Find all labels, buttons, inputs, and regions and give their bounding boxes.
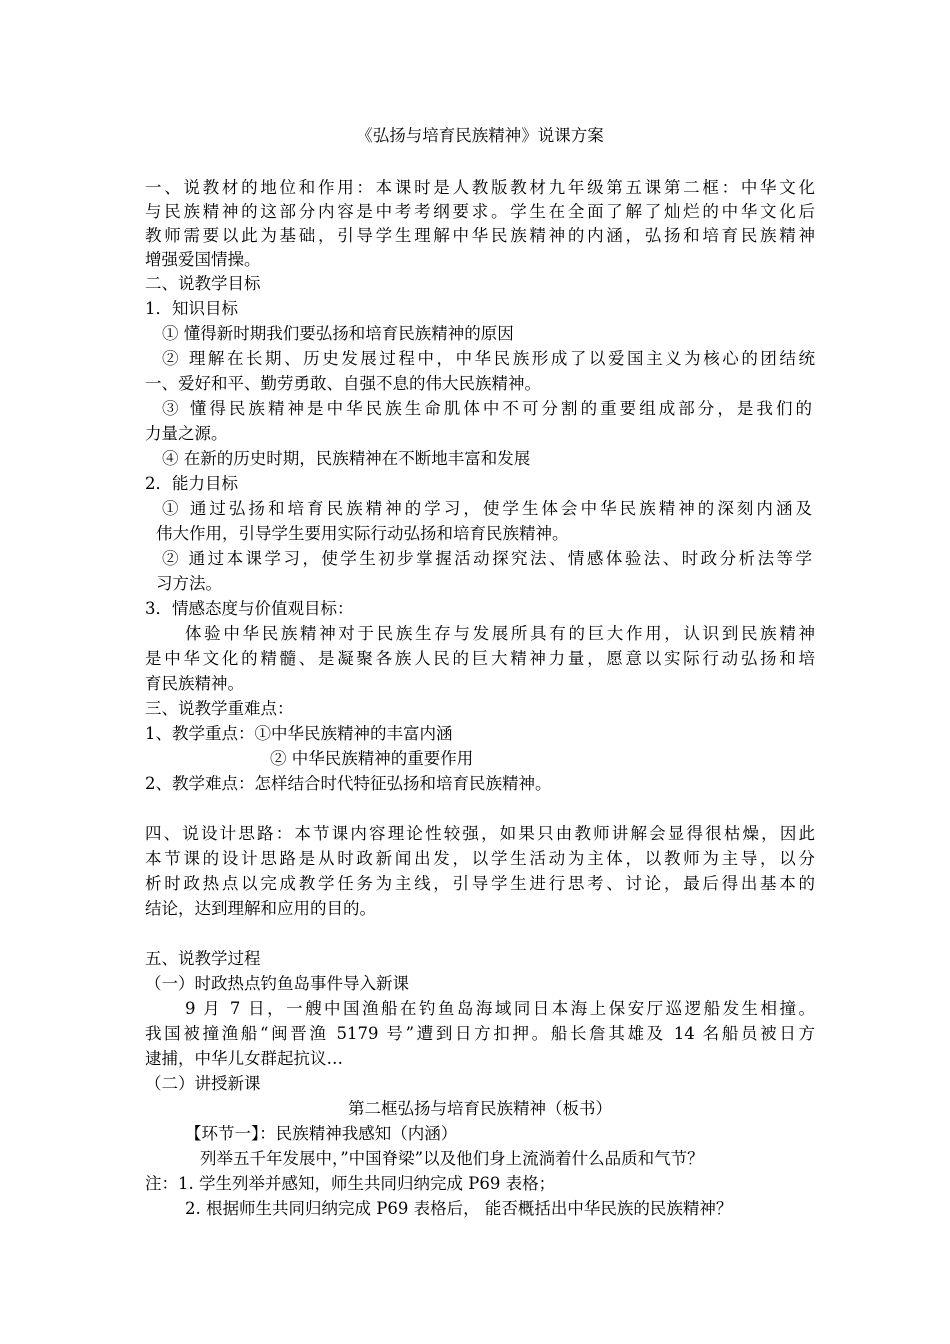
list-item: ① 懂得新时期我们要弘扬和培育民族精神的原因 xyxy=(162,324,514,343)
list-item: ③ 懂得民族精神是中华民族生命肌体中不可分割的重要组成部分，是我们的 xyxy=(162,399,812,418)
subsection-heading: 1．知识目标 xyxy=(145,299,238,318)
note-line: 注：1. 学生列举并感知，师生共同归纳完成 P69 表格； xyxy=(145,1174,556,1193)
paragraph-line: 体验中华民族精神对于民族生存与发展所具有的巨大作用，认识到民族精神 xyxy=(185,624,815,643)
paragraph-line: 本节课的设计思路是从时政新闻出发，以学生活动为主体，以教师为主导，以分 xyxy=(145,849,815,868)
section-heading: 三、说教学重难点： xyxy=(145,699,294,718)
subsection-heading: 2．能力目标 xyxy=(145,474,238,493)
list-item: ② 通过本课学习，使学生初步掌握活动探究法、情感体验法、时政分析法等学 xyxy=(162,549,812,568)
paragraph-line: 逮捕，中华儿女群起抗议… xyxy=(145,1049,343,1068)
paragraph-line: 增强爱国情操。 xyxy=(145,250,261,269)
paragraph-line: 育民族精神。 xyxy=(145,674,244,693)
key-point: 1、教学重点：①中华民族精神的丰富内涵 xyxy=(145,724,453,743)
paragraph-line: 9 月 7 日，一艘中国渔船在钓鱼岛海域同日本海上保安厅巡逻船发生相撞。 xyxy=(185,999,815,1018)
paragraph-line: 与民族精神的这部分内容是中考考纲要求。学生在全面了解了灿烂的中华文化后 xyxy=(145,202,815,221)
step-heading: 【环节一】：民族精神我感知（内涵） xyxy=(185,1124,458,1143)
paragraph-line: 一、说教材的地位和作用：本课时是人教版教材九年级第五课第二框：中华文化 xyxy=(145,178,815,197)
list-item: ① 通过弘扬和培育民族精神的学习，使学生体会中华民族精神的深刻内涵及 xyxy=(162,499,812,518)
board-title: 第二框弘扬与培育民族精神（板书） xyxy=(348,1099,612,1118)
list-item: ② 理解在长期、历史发展过程中，中华民族形成了以爱国主义为核心的团结统 xyxy=(162,349,815,368)
paragraph-line: 列举五千年发展中，”中国脊梁”以及他们身上流淌着什么品质和气节？ xyxy=(200,1149,704,1168)
difficult-point: 2、教学难点：怎样结合时代特征弘扬和培育民族精神。 xyxy=(145,774,552,793)
list-item-continuation: 一、爱好和平、勤劳勇敢、自强不息的伟大民族精神。 xyxy=(145,374,541,393)
list-item-continuation: 力量之源。 xyxy=(145,424,228,443)
paragraph-line: 析时政热点以完成教学任务为主线，引导学生进行思考、讨论，最后得出基本的 xyxy=(145,874,815,893)
subsection-heading: （二）讲授新课 xyxy=(145,1074,261,1093)
paragraph-line: 四、说设计思路：本节课内容理论性较强，如果只由教师讲解会显得很枯燥，因此 xyxy=(145,824,815,843)
note-line: 2. 根据师生共同归纳完成 P69 表格后， 能否概括出中华民族的民族精神？ xyxy=(185,1199,733,1218)
list-item-continuation: 伟大作用，引导学生要用实际行动弘扬和培育民族精神。 xyxy=(156,524,569,543)
subsection-heading: （一）时政热点钓鱼岛事件导入新课 xyxy=(145,974,409,993)
paragraph-line: 我国被撞渔船“闽晋渔 5179 号”遭到日方扣押。船长詹其雄及 14 名船员被日方 xyxy=(145,1024,815,1043)
paragraph-line: 是中华文化的精髓、是凝聚各族人民的巨大精神力量，愿意以实际行动弘扬和培 xyxy=(145,649,815,668)
key-point: ② 中华民族精神的重要作用 xyxy=(270,749,474,768)
paragraph-line: 教师需要以此为基础，引导学生理解中华民族精神的内涵，弘扬和培育民族精神 xyxy=(145,226,815,245)
list-item-continuation: 习方法。 xyxy=(156,574,222,593)
list-item: ④ 在新的历史时期，民族精神在不断地丰富和发展 xyxy=(162,449,531,468)
section-heading: 五、说教学过程 xyxy=(145,949,261,968)
subsection-heading: 3．情感态度与价值观目标： xyxy=(145,599,354,618)
paragraph-line: 结论，达到理解和应用的目的。 xyxy=(145,899,376,918)
document-title: 《弘扬与培育民族精神》说课方案 xyxy=(356,126,604,145)
section-heading: 二、说教学目标 xyxy=(145,274,261,293)
